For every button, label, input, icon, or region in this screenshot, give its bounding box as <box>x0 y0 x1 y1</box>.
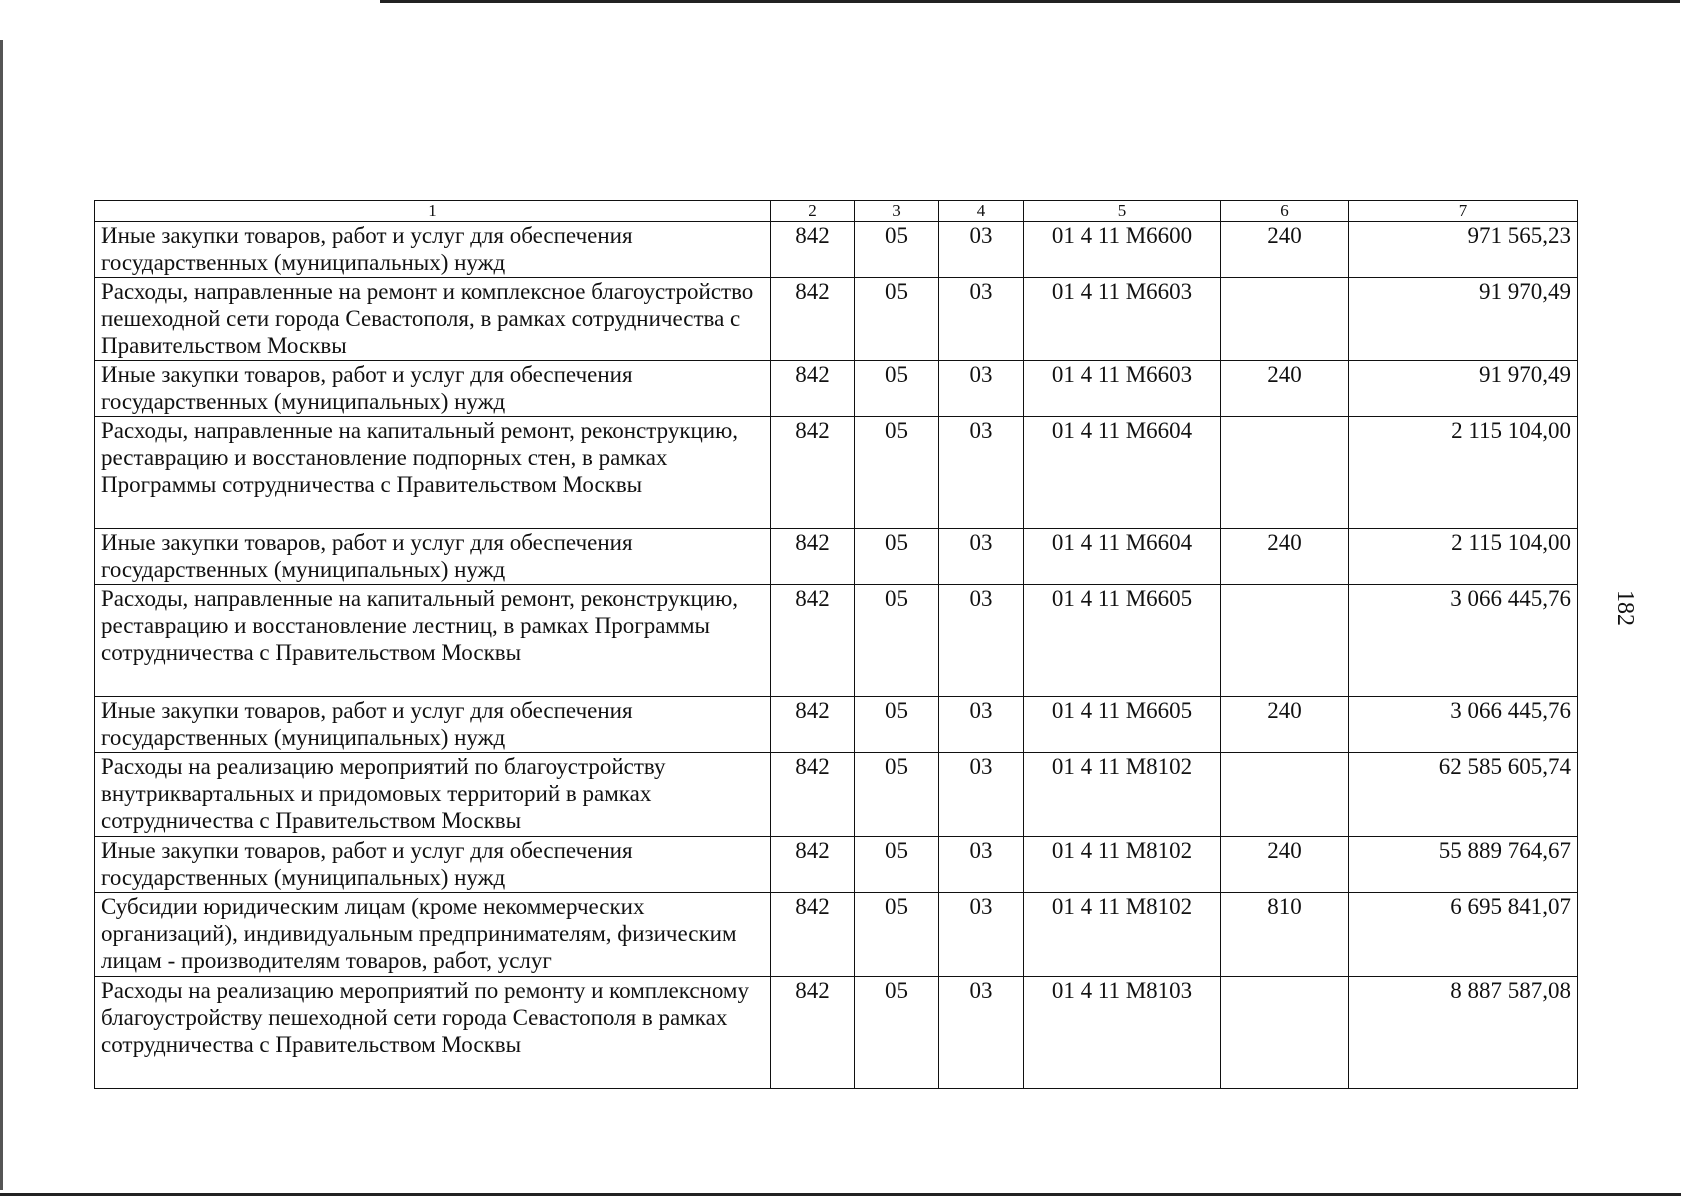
target-article-cell: 01 4 11 М6604 <box>1024 529 1221 585</box>
code-cell: 03 <box>939 222 1024 278</box>
code-cell: 842 <box>771 753 855 837</box>
budget-table <box>94 200 1578 1089</box>
code-cell: 05 <box>855 697 939 753</box>
expense-name-cell: Субсидии юридическим лицам (кроме некоммерческих организаций), индивидуальным предпринимателям, физическим лицам - производителям товаров, работ, услуг <box>95 893 771 977</box>
expense-name-cell: Расходы, направленные на капитальный ремонт, реконструкцию, реставрацию и восстановление лестниц, в рамках Программы сотрудничества с Правительством Москвы <box>95 585 771 697</box>
amount-cell: 971 565,23 <box>1349 222 1578 278</box>
table-row <box>95 753 1578 837</box>
column-header: 5 <box>1024 201 1221 222</box>
expense-name-cell: Иные закупки товаров, работ и услуг для обеспечения государственных (муниципальных) нужд <box>95 697 771 753</box>
expense-type-cell: 240 <box>1221 837 1349 893</box>
code-cell: 842 <box>771 837 855 893</box>
table-row <box>95 977 1578 1089</box>
code-cell: 05 <box>855 893 939 977</box>
table-row <box>95 361 1578 417</box>
code-cell: 03 <box>939 753 1024 837</box>
target-article-cell: 01 4 11 М6605 <box>1024 697 1221 753</box>
column-header: 4 <box>939 201 1024 222</box>
code-cell: 842 <box>771 361 855 417</box>
amount-cell: 55 889 764,67 <box>1349 837 1578 893</box>
amount-cell: 3 066 445,76 <box>1349 697 1578 753</box>
table-row <box>95 893 1578 977</box>
amount-cell: 3 066 445,76 <box>1349 585 1578 697</box>
target-article-cell: 01 4 11 М6600 <box>1024 222 1221 278</box>
column-header: 1 <box>95 201 771 222</box>
expense-name-cell: Иные закупки товаров, работ и услуг для обеспечения государственных (муниципальных) нужд <box>95 222 771 278</box>
code-cell: 842 <box>771 977 855 1089</box>
expense-type-cell: 240 <box>1221 697 1349 753</box>
expense-type-cell <box>1221 278 1349 361</box>
expense-type-cell <box>1221 585 1349 697</box>
target-article-cell: 01 4 11 М8103 <box>1024 977 1221 1089</box>
code-cell: 05 <box>855 278 939 361</box>
expense-name-cell: Иные закупки товаров, работ и услуг для обеспечения государственных (муниципальных) нужд <box>95 837 771 893</box>
code-cell: 03 <box>939 585 1024 697</box>
target-article-cell: 01 4 11 М6603 <box>1024 361 1221 417</box>
code-cell: 842 <box>771 529 855 585</box>
target-article-cell: 01 4 11 М8102 <box>1024 837 1221 893</box>
code-cell: 842 <box>771 222 855 278</box>
table-row <box>95 278 1578 361</box>
scan-border-bottom <box>0 1193 1681 1196</box>
expense-type-cell: 240 <box>1221 222 1349 278</box>
code-cell: 03 <box>939 361 1024 417</box>
code-cell: 03 <box>939 697 1024 753</box>
target-article-cell: 01 4 11 М8102 <box>1024 893 1221 977</box>
amount-cell: 91 970,49 <box>1349 361 1578 417</box>
expense-name-cell: Расходы на реализацию мероприятий по ремонту и комплексному благоустройству пешеходной сети города Севастополя в рамках сотрудничества с Правительством Москвы <box>95 977 771 1089</box>
table-row <box>95 837 1578 893</box>
expense-type-cell <box>1221 753 1349 837</box>
header-row <box>95 201 1578 222</box>
code-cell: 03 <box>939 893 1024 977</box>
code-cell: 03 <box>939 977 1024 1089</box>
target-article-cell: 01 4 11 М8102 <box>1024 753 1221 837</box>
code-cell: 03 <box>939 529 1024 585</box>
amount-cell: 2 115 104,00 <box>1349 417 1578 529</box>
table-row <box>95 697 1578 753</box>
target-article-cell: 01 4 11 М6603 <box>1024 278 1221 361</box>
amount-cell: 8 887 587,08 <box>1349 977 1578 1089</box>
code-cell: 05 <box>855 977 939 1089</box>
code-cell: 05 <box>855 837 939 893</box>
expense-name-cell: Расходы, направленные на капитальный ремонт, реконструкцию, реставрацию и восстановление подпорных стен, в рамках Программы сотрудничества с Правительством Москвы <box>95 417 771 529</box>
code-cell: 03 <box>939 278 1024 361</box>
column-header: 6 <box>1221 201 1349 222</box>
code-cell: 842 <box>771 697 855 753</box>
target-article-cell: 01 4 11 М6605 <box>1024 585 1221 697</box>
expense-name-cell: Расходы, направленные на ремонт и комплексное благоустройство пешеходной сети города Севастополя, в рамках сотрудничества с Правительством Москвы <box>95 278 771 361</box>
code-cell: 05 <box>855 529 939 585</box>
target-article-cell: 01 4 11 М6604 <box>1024 417 1221 529</box>
expense-name-cell: Иные закупки товаров, работ и услуг для обеспечения государственных (муниципальных) нужд <box>95 361 771 417</box>
table-row <box>95 529 1578 585</box>
scan-border-left <box>0 40 3 1190</box>
code-cell: 05 <box>855 417 939 529</box>
expense-type-cell <box>1221 977 1349 1089</box>
code-cell: 05 <box>855 753 939 837</box>
column-header: 3 <box>855 201 939 222</box>
amount-cell: 6 695 841,07 <box>1349 893 1578 977</box>
code-cell: 842 <box>771 585 855 697</box>
page-number: 182 <box>1612 590 1638 626</box>
expense-type-cell: 240 <box>1221 529 1349 585</box>
expense-name-cell: Иные закупки товаров, работ и услуг для обеспечения государственных (муниципальных) нужд <box>95 529 771 585</box>
table-row <box>95 585 1578 697</box>
expense-type-cell <box>1221 417 1349 529</box>
scan-border-top <box>380 0 1680 3</box>
amount-cell: 91 970,49 <box>1349 278 1578 361</box>
amount-cell: 2 115 104,00 <box>1349 529 1578 585</box>
code-cell: 03 <box>939 837 1024 893</box>
code-cell: 842 <box>771 278 855 361</box>
code-cell: 842 <box>771 417 855 529</box>
code-cell: 05 <box>855 585 939 697</box>
expense-name-cell: Расходы на реализацию мероприятий по благоустройству внутриквартальных и придомовых территорий в рамках сотрудничества с Правительством Москвы <box>95 753 771 837</box>
amount-cell: 62 585 605,74 <box>1349 753 1578 837</box>
column-header: 7 <box>1349 201 1578 222</box>
table-row <box>95 222 1578 278</box>
column-header: 2 <box>771 201 855 222</box>
code-cell: 05 <box>855 361 939 417</box>
code-cell: 03 <box>939 417 1024 529</box>
table-row <box>95 417 1578 529</box>
expense-type-cell: 240 <box>1221 361 1349 417</box>
code-cell: 842 <box>771 893 855 977</box>
expense-type-cell: 810 <box>1221 893 1349 977</box>
code-cell: 05 <box>855 222 939 278</box>
